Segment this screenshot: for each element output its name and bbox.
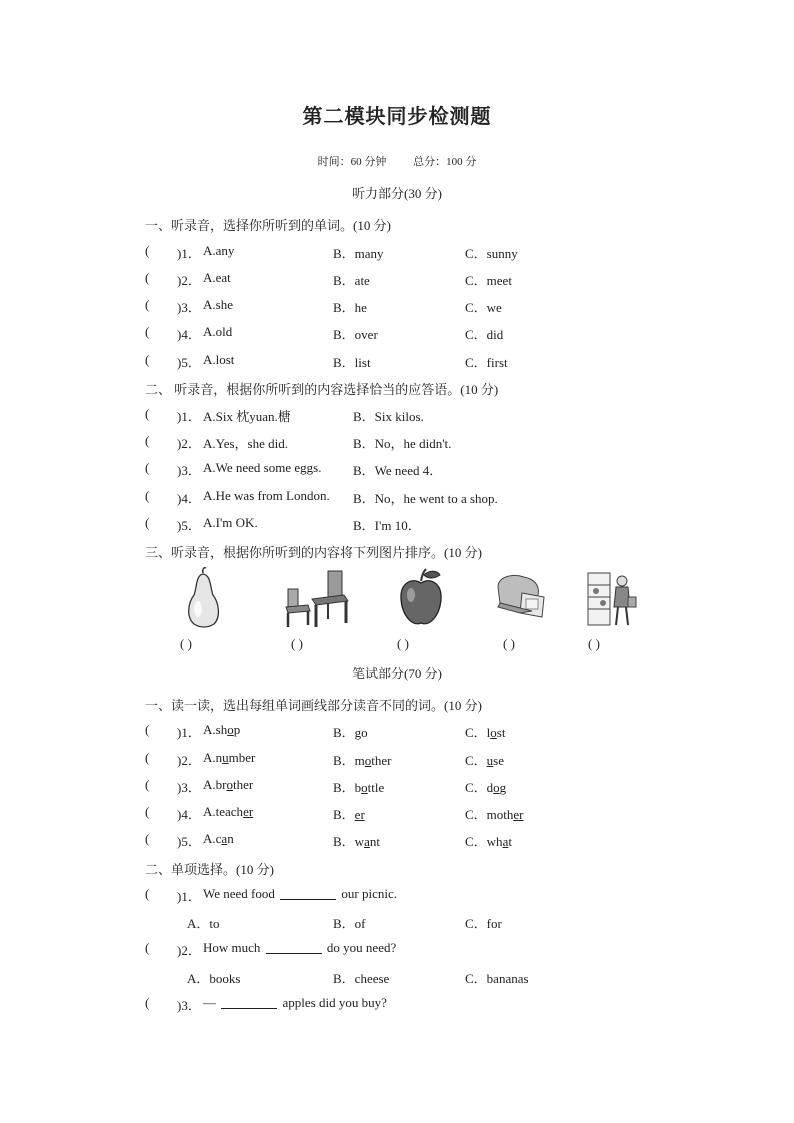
option-c: C．bananas	[465, 971, 529, 986]
section-title: 一、听录音，选择你所听到的单词。(10 分)	[145, 218, 391, 233]
fill-blank[interactable]	[280, 899, 336, 900]
question-number: )2．	[177, 943, 201, 958]
question-number: )4．	[177, 327, 201, 342]
question-row	[145, 406, 734, 426]
option-b: B．of	[333, 916, 366, 931]
option-a	[203, 831, 234, 847]
option-c	[465, 831, 512, 850]
underlined-letters: u	[486, 753, 494, 768]
question-number: )3．	[177, 300, 201, 315]
answer-paren[interactable]: (	[145, 324, 150, 339]
underlined-letters: o	[490, 725, 497, 740]
word-part: A.sh	[203, 722, 228, 737]
option-a	[203, 722, 240, 738]
option-a: A.I'm OK.	[203, 515, 258, 530]
question-row	[145, 777, 734, 797]
question-row	[145, 297, 734, 317]
underlined-letters: a	[502, 834, 509, 849]
option-b: B．Six kilos.	[353, 409, 424, 424]
question-text: apples did you buy?	[282, 995, 387, 1010]
word-part: C．d	[465, 780, 494, 795]
word-part: se	[493, 753, 505, 768]
option-b: B．No，he didn't.	[353, 436, 452, 451]
answer-paren[interactable]: (	[145, 297, 150, 312]
word-part: ther	[371, 753, 392, 768]
word-part: C．moth	[465, 807, 514, 822]
option-b	[333, 750, 392, 769]
question-row	[145, 433, 734, 453]
fill-blank[interactable]	[221, 1008, 277, 1009]
listening-heading: 听力部分(30 分)	[352, 186, 442, 201]
option-a: A.We need some eggs.	[203, 460, 322, 475]
pear-picture	[182, 567, 224, 629]
option-a	[203, 750, 255, 766]
option-b: B．I'm 10．	[353, 518, 421, 533]
question-text: —	[203, 995, 216, 1010]
word-part: B．w	[333, 834, 365, 849]
option-a: A.Yes，she did.	[203, 436, 288, 451]
options-row	[145, 968, 734, 988]
option-a: A.lost	[203, 352, 235, 367]
underlined-letters: er	[513, 807, 524, 822]
answer-paren[interactable]: (	[145, 352, 150, 367]
apple-picture	[398, 567, 444, 629]
question-row	[145, 831, 734, 851]
option-a: A.any	[203, 243, 235, 258]
underlined-letters: o	[364, 753, 372, 768]
question-number: )5．	[177, 834, 201, 849]
question-number: )2．	[177, 753, 201, 768]
underlined-letters: er	[354, 807, 365, 822]
answer-paren[interactable]: (	[145, 804, 150, 819]
section-title: 二、 听录音，根据你所听到的内容选择恰当的应答语。(10 分)	[145, 382, 499, 397]
question-row	[145, 352, 734, 372]
order-blank[interactable]: ( )	[588, 636, 600, 651]
answer-paren[interactable]: (	[145, 777, 150, 792]
answer-paren[interactable]: (	[145, 460, 150, 475]
question-row	[145, 886, 734, 906]
question-number: )3．	[177, 463, 201, 478]
option-b: B．he	[333, 300, 367, 315]
option-c: C．first	[465, 355, 508, 370]
section-title: 二、单项选择。(10 分)	[145, 862, 274, 877]
word-part: p	[233, 722, 241, 737]
question-number: )1．	[177, 409, 201, 424]
chairs-picture	[282, 567, 352, 629]
question-text: How much	[203, 940, 261, 955]
word-part: B．m	[333, 753, 365, 768]
answer-paren[interactable]: (	[145, 515, 150, 530]
option-b	[333, 777, 384, 796]
answer-paren[interactable]: (	[145, 243, 150, 258]
option-a	[203, 804, 253, 820]
fill-blank[interactable]	[266, 953, 322, 954]
word-part: ttle	[367, 780, 385, 795]
section-title: 一、读一读，选出每组单词画线部分读音不同的词。(10 分)	[145, 698, 482, 713]
question-number: )2．	[177, 436, 201, 451]
word-part: o	[361, 725, 368, 740]
answer-paren[interactable]: (	[145, 750, 150, 765]
question-number: )2．	[177, 273, 201, 288]
word-part: ther	[232, 777, 254, 792]
order-blank[interactable]: ( )	[397, 636, 409, 651]
option-c: C．we	[465, 300, 502, 315]
option-b	[333, 722, 368, 741]
option-c	[465, 777, 506, 796]
order-blank[interactable]: ( )	[503, 636, 515, 651]
underlined-letters: o	[227, 722, 234, 737]
option-b	[333, 804, 365, 823]
question-row	[145, 243, 734, 263]
option-a: A.she	[203, 297, 233, 312]
option-b: B．We need 4．	[353, 463, 443, 478]
option-c	[465, 750, 504, 769]
answer-paren[interactable]: (	[145, 886, 150, 901]
shop-picture	[584, 567, 640, 629]
option-a: A.old	[203, 324, 233, 339]
answer-paren[interactable]: (	[145, 433, 150, 448]
word-part: B．	[333, 807, 355, 822]
question-text: our picnic.	[341, 886, 397, 901]
options-row	[145, 913, 734, 933]
underlined-letters: o	[361, 780, 368, 795]
exam-meta	[0, 153, 794, 169]
question-row	[145, 804, 734, 824]
option-b: B．many	[333, 246, 384, 261]
question-number: )4．	[177, 491, 201, 506]
question-row	[145, 722, 734, 742]
bread-picture	[492, 567, 552, 629]
question-number: )5．	[177, 518, 201, 533]
option-a: A.He was from London.	[203, 488, 330, 503]
option-b: B．list	[333, 355, 371, 370]
order-blank[interactable]: ( )	[291, 636, 303, 651]
question-number: )1．	[177, 246, 201, 261]
question-row	[145, 488, 734, 508]
option-b: B．No，he went to a shop.	[353, 491, 498, 506]
question-row	[145, 995, 734, 1015]
order-blank[interactable]: ( )	[180, 636, 192, 651]
question-number: )4．	[177, 807, 201, 822]
word-part: mber	[228, 750, 256, 765]
underlined-letters: o	[493, 780, 500, 795]
question-text: We need food	[203, 886, 275, 901]
question-row	[145, 324, 734, 344]
question-number: )3．	[177, 780, 201, 795]
writing-heading: 笔试部分(70 分)	[352, 666, 442, 681]
question-row	[145, 750, 734, 770]
question-row	[145, 460, 734, 480]
option-b: B．over	[333, 327, 378, 342]
word-part: C．wh	[465, 834, 503, 849]
underlined-letters: u	[222, 750, 229, 765]
answer-paren[interactable]: (	[145, 488, 150, 503]
question-number: )1．	[177, 725, 201, 740]
option-c: C．did	[465, 327, 504, 342]
underlined-letters: er	[243, 804, 254, 819]
option-b	[333, 831, 380, 850]
word-part: st	[496, 725, 506, 740]
word-part: A.n	[203, 750, 223, 765]
question-row	[145, 940, 734, 960]
option-a: A.Six 枕yuan.榶	[203, 409, 291, 424]
option-b: B．ate	[333, 273, 370, 288]
word-part: A.teach	[203, 804, 244, 819]
option-c: C．sunny	[465, 246, 518, 261]
option-b: B．cheese	[333, 971, 390, 986]
answer-paren[interactable]: (	[145, 831, 150, 846]
section-title: 三、听录音，根据你所听到的内容将下列图片排序。(10 分)	[145, 545, 482, 560]
word-part: g	[499, 780, 507, 795]
answer-paren[interactable]: (	[145, 940, 150, 955]
word-part: t	[508, 834, 512, 849]
option-c	[465, 722, 505, 741]
answer-paren[interactable]: (	[145, 995, 150, 1010]
option-a	[203, 777, 253, 793]
option-a: A．books	[187, 971, 241, 986]
word-part: C．	[465, 753, 487, 768]
option-c	[465, 804, 524, 823]
underlined-letters: a	[221, 831, 228, 846]
answer-paren[interactable]: (	[145, 406, 150, 421]
word-part: nt	[369, 834, 380, 849]
word-part: A.c	[203, 831, 222, 846]
word-part: B．b	[333, 780, 362, 795]
time-limit: 时间：60 分钟	[317, 156, 387, 168]
question-number: )3．	[177, 998, 201, 1013]
word-part: C．l	[465, 725, 491, 740]
question-row	[145, 270, 734, 290]
word-part: A.br	[203, 777, 227, 792]
total-score: 总分：100 分	[413, 156, 477, 168]
question-row	[145, 515, 734, 535]
word-part: B．	[333, 725, 355, 740]
option-c: C．meet	[465, 273, 512, 288]
page-title: 第二模块同步检测题	[302, 106, 492, 128]
word-part: n	[227, 831, 234, 846]
option-a: A．to	[187, 916, 220, 931]
option-a: A.eat	[203, 270, 231, 285]
question-number: )5．	[177, 355, 201, 370]
underlined-letters: g	[354, 725, 362, 740]
answer-paren[interactable]: (	[145, 270, 150, 285]
question-text: do you need?	[326, 940, 397, 955]
underlined-letters: o	[226, 777, 233, 792]
answer-paren[interactable]: (	[145, 722, 150, 737]
question-number: )1．	[177, 889, 201, 904]
underlined-letters: a	[364, 834, 370, 849]
option-c: C．for	[465, 916, 502, 931]
